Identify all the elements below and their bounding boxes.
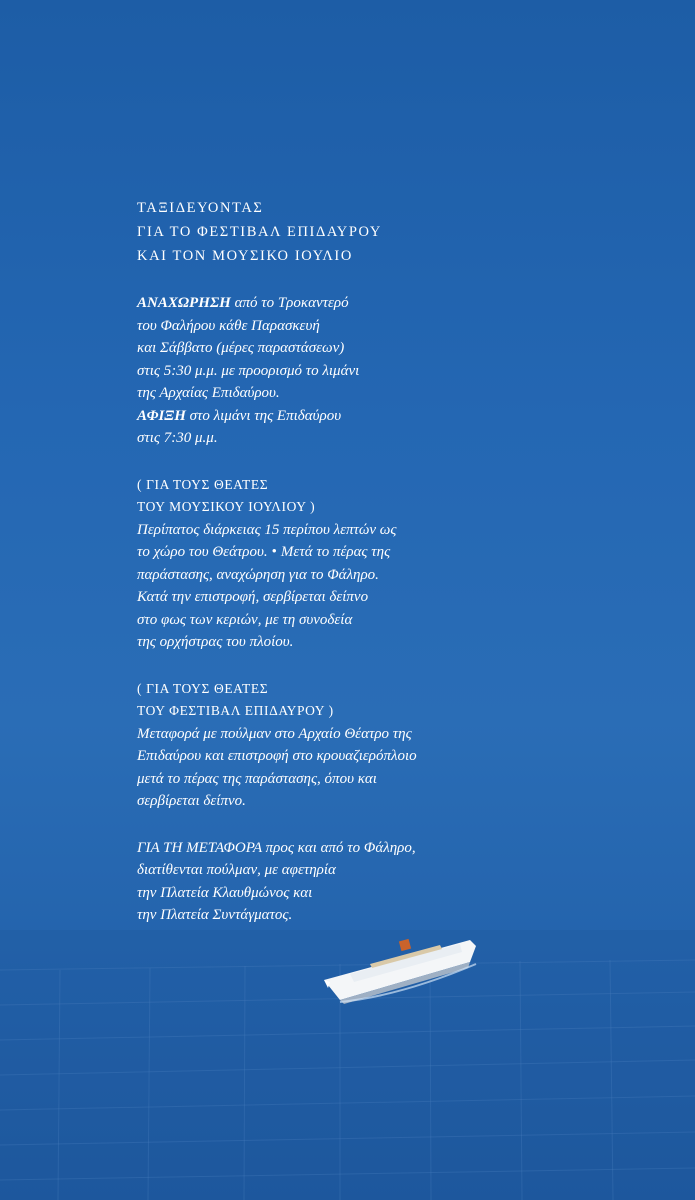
bullet-separator: • <box>271 544 277 560</box>
arrival-line-2: στις 7:30 μ.μ. <box>137 430 218 446</box>
festival-section <box>137 678 557 813</box>
music-july-caption-2: ΤΟΥ ΜΟΥΣΙΚΟΥ ΙΟΥΛΙΟΥ ) <box>137 499 316 514</box>
departure-line-5: της Αρχαίας Επιδαύρου. <box>137 385 280 401</box>
festival-line-1: Μεταφορά με πούλμαν στο Αρχαίο Θέατρο της <box>137 725 412 742</box>
music-july-line-4: Κατά την επιστροφή, σερβίρεται δείπνο <box>137 589 369 605</box>
transport-line-2: διατίθενται πούλμαν, με αφετηρία <box>137 862 336 878</box>
festival-line-2: Επιδαύρου και επιστροφή στο κρουαζιερόπλοιο <box>137 748 417 764</box>
heading-line-3: ΚΑΙ ΤΟΝ ΜΟΥΣΙΚΟ ΙΟΥΛΙΟ <box>137 248 353 264</box>
arrival-text: στο λιμάνι της Επιδαύρου <box>185 407 342 424</box>
festival-line-3: μετά το πέρας της παράστασης, όπου και <box>137 770 377 787</box>
departure-line-2: του Φαλήρου κάθε Παρασκευή <box>137 317 320 334</box>
arrival-label: ΑΦΙΞΗ <box>137 407 186 424</box>
music-july-line-2b: Μετά το πέρας της <box>280 544 391 560</box>
departure-label: ΑΝΑΧΩΡΗΣΗ <box>137 295 231 311</box>
music-july-caption-1: ( ΓΙΑ ΤΟΥΣ ΘΕΑΤΕΣ <box>137 476 269 492</box>
music-july-line-5: στο φως των κεριών, με τη συνοδεία <box>137 611 353 628</box>
festival-line-4: σερβίρεται δείπνο. <box>137 793 246 809</box>
text-content <box>137 196 557 927</box>
festival-caption-1: ( ΓΙΑ ΤΟΥΣ ΘΕΑΤΕΣ <box>137 680 269 696</box>
heading-line-1: ΤΑΞΙΔΕΥΟΝΤΑΣ <box>137 200 264 216</box>
transport-line-4: την Πλατεία Συντάγματος. <box>137 907 293 923</box>
music-july-section <box>137 474 557 654</box>
music-july-line-2a: το χώρο του Θεάτρου. <box>137 544 268 560</box>
festival-caption-2: ΤΟΥ ΦΕΣΤΙΒΑΛ ΕΠΙΔΑΥΡΟΥ ) <box>137 703 334 718</box>
departure-section <box>137 292 557 450</box>
heading-line-2: ΓΙΑ ΤΟ ΦΕΣΤΙΒΑΛ ΕΠΙΔΑΥΡΟΥ <box>137 224 382 240</box>
music-july-line-3: παράστασης, αναχώρηση για το Φάληρο. <box>137 566 379 583</box>
departure-text: από το Τροκαντερό <box>230 295 349 311</box>
departure-line-3: και Σάββατο (μέρες παραστάσεων) <box>137 340 345 356</box>
transport-section <box>137 837 557 927</box>
page-heading <box>137 196 557 268</box>
transport-line-1: ΓΙΑ ΤΗ ΜΕΤΑΦΟΡΑ προς και από το Φάληρο, <box>137 839 416 856</box>
departure-line-4: στις 5:30 μ.μ. με προορισμό το λιμάνι <box>137 362 360 379</box>
cruise-ship-image <box>320 918 480 1018</box>
transport-line-3: την Πλατεία Κλαυθμώνος και <box>137 884 313 901</box>
music-july-line-6: της ορχήστρας του πλοίου. <box>137 634 294 650</box>
music-july-line-1: Περίπατος διάρκειας 15 περίπου λεπτών ως <box>137 521 397 538</box>
